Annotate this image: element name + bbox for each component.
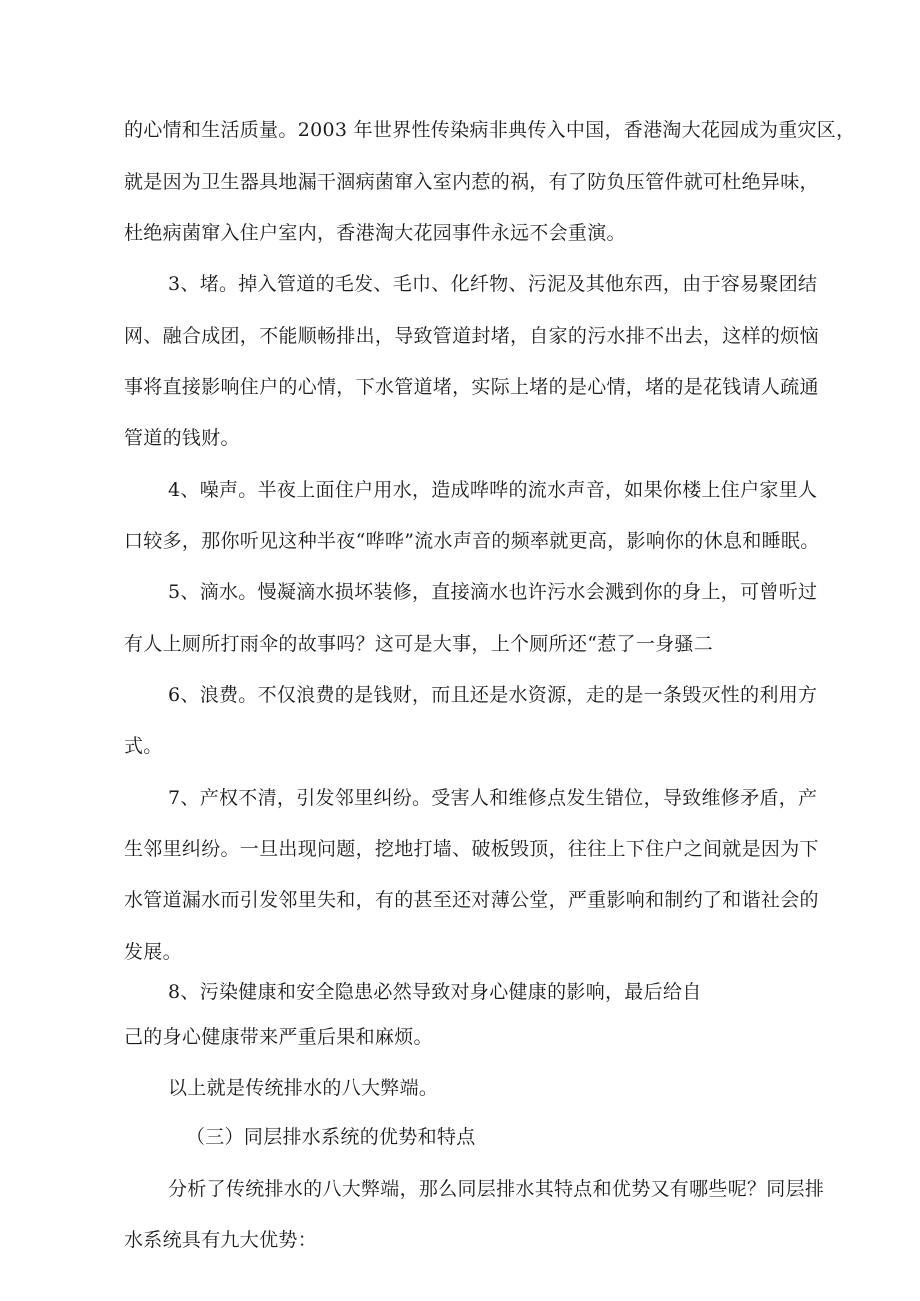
text-line: 己的身心健康带来严重后果和麻烦。 (124, 1026, 433, 1048)
text-line: 发展。 (124, 941, 182, 963)
text-line: 8、污染健康和安全隐患必然导致对身心健康的影响，最后给自 (168, 981, 702, 1003)
text-line: 3、堵。掉入管道的毛发、毛巾、化纤物、污泥及其他东西，由于容易聚团结 (168, 273, 818, 295)
text-line: 网、融合成团，不能顺畅排出，导致管道封堵，自家的污水排不出去，这样的烦恼 (124, 325, 819, 347)
text-line: 生邻里纠纷。一旦出现问题，挖地打墙、破板毁顶，往往上下住户之间就是因为下 (124, 838, 819, 860)
text-line: 分析了传统排水的八大弊端，那么同层排水其特点和优势又有哪些呢？同层排 (168, 1178, 825, 1200)
text-line: 就是因为卫生器具地漏干涸病菌窜入室内惹的祸，有了防负压管件就可杜绝异味， (124, 171, 819, 193)
text-line: 水系统具有九大优势： (124, 1229, 318, 1251)
text-line: 事将直接影响住户的心情，下水管道堵，实际上堵的是心情，堵的是花钱请人疏通 (124, 376, 819, 398)
text-line: 5、滴水。慢凝滴水损坏装修，直接滴水也许污水会溅到你的身上，可曾听过 (168, 581, 818, 603)
text-line: 管道的钱财。 (124, 427, 240, 449)
text-line: 式。 (124, 735, 163, 757)
section-heading: （三）同层排水系统的优势和特点 (186, 1126, 476, 1148)
text-line: 4、噪声。半夜上面住户用水，造成哗哗的流水声音，如果你楼上住户家里人 (168, 479, 818, 501)
text-line: 7、产权不清，引发邻里纠纷。受害人和维修点发生错位，导致维修矛盾，产 (168, 787, 818, 809)
text-line: 杜绝病菌窜入住户室内，香港淘大花园事件永远不会重演。 (124, 222, 626, 244)
text-line: 水管道漏水而引发邻里失和，有的甚至还对薄公堂，严重影响和制约了和谐社会的 (124, 889, 819, 911)
text-line: 以上就是传统排水的八大弊端。 (168, 1077, 439, 1099)
text-line: 口较多，那你听见这种半夜“哗哗”流水声音的频率就更高，影响你的休息和睡眠。 (124, 530, 820, 552)
text-line: 6、浪费。不仅浪费的是钱财，而且还是水资源，走的是一条毁灭性的利用方 (168, 684, 818, 706)
text-line: 的心情和生活质量。2003 年世界性传染病非典传入中国，香港淘大花园成为重灾区， (124, 119, 856, 141)
text-line: 有人上厕所打雨伞的故事吗？这可是大事，上个厕所还“惹了一身骚二 (124, 633, 714, 655)
